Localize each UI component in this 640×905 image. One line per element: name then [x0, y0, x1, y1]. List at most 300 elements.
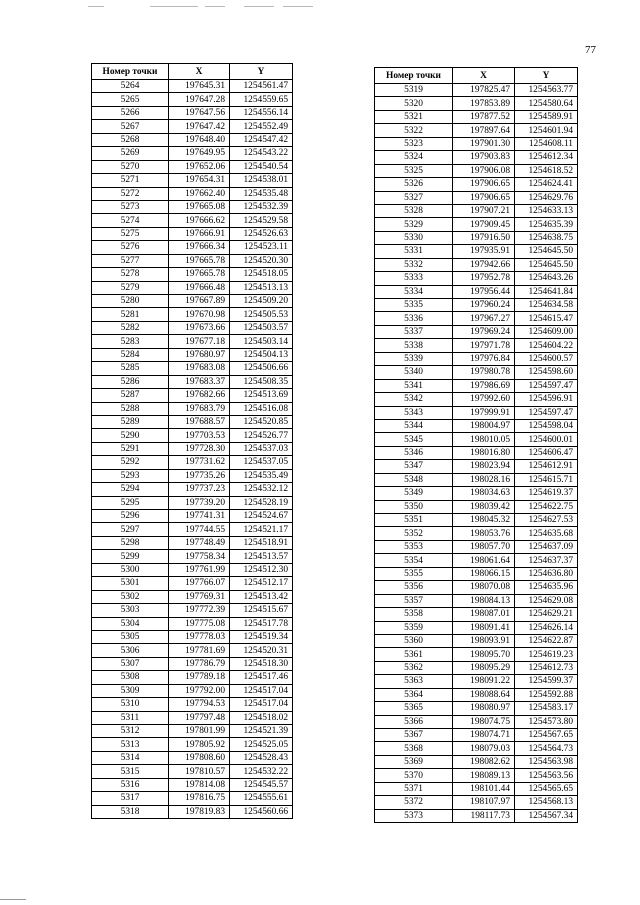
cell-y: 1254521.39	[230, 725, 293, 738]
table-row	[375, 84, 578, 97]
table-row	[92, 80, 293, 93]
column-header-x: X	[169, 64, 230, 80]
cell-x: 198010.05	[453, 433, 515, 446]
cell-point-number: 5277	[92, 254, 169, 267]
table-row	[92, 456, 293, 469]
cell-point-number: 5353	[375, 540, 453, 553]
cell-point-number: 5303	[92, 604, 169, 617]
table-row	[375, 648, 578, 661]
table-row	[92, 429, 293, 442]
cell-point-number: 5330	[375, 231, 453, 244]
cell-point-number: 5286	[92, 375, 169, 388]
cell-point-number: 5278	[92, 268, 169, 281]
cell-y: 1254523.11	[230, 241, 293, 254]
cell-point-number: 5308	[92, 671, 169, 684]
cell-y: 1254615.47	[515, 312, 578, 325]
cell-x: 197967.27	[453, 312, 515, 325]
table-row	[375, 581, 578, 594]
cell-point-number: 5367	[375, 729, 453, 742]
cell-y: 1254604.22	[515, 339, 578, 352]
cell-x: 197739.20	[169, 496, 230, 509]
cell-point-number: 5355	[375, 567, 453, 580]
table-row	[375, 245, 578, 258]
table-row	[92, 671, 293, 684]
cell-x: 198117.73	[453, 809, 515, 822]
cell-x: 197666.91	[169, 227, 230, 240]
table-row	[375, 218, 578, 231]
table-row	[375, 204, 578, 217]
cell-x: 197772.39	[169, 604, 230, 617]
cell-y: 1254643.26	[515, 272, 578, 285]
cell-point-number: 5357	[375, 594, 453, 607]
cell-x: 198095.70	[453, 648, 515, 661]
cell-x: 198053.76	[453, 527, 515, 540]
cell-x: 197741.31	[169, 510, 230, 523]
cell-point-number: 5363	[375, 675, 453, 688]
cell-point-number: 5362	[375, 661, 453, 674]
column-header-point: Номер точки	[375, 68, 453, 84]
cell-x: 197647.56	[169, 106, 230, 119]
cell-point-number: 5320	[375, 97, 453, 110]
cell-point-number: 5319	[375, 84, 453, 97]
cell-x: 198004.97	[453, 419, 515, 432]
cell-y: 1254555.61	[230, 792, 293, 805]
cell-y: 1254503.14	[230, 335, 293, 348]
cell-point-number: 5329	[375, 218, 453, 231]
cell-point-number: 5343	[375, 406, 453, 419]
cell-x: 197794.53	[169, 698, 230, 711]
table-row	[92, 630, 293, 643]
cell-y: 1254532.12	[230, 483, 293, 496]
cell-y: 1254513.13	[230, 281, 293, 294]
table-row	[375, 258, 578, 271]
cell-y: 1254506.66	[230, 362, 293, 375]
cell-y: 1254601.94	[515, 124, 578, 137]
table-row	[375, 446, 578, 459]
cell-y: 1254615.71	[515, 473, 578, 486]
table-row	[92, 510, 293, 523]
cell-y: 1254573.80	[515, 715, 578, 728]
cell-y: 1254517.04	[230, 684, 293, 697]
table-row	[375, 540, 578, 553]
table-row	[92, 321, 293, 334]
table-row	[375, 809, 578, 822]
cell-y: 1254517.78	[230, 617, 293, 630]
cell-x: 197792.00	[169, 684, 230, 697]
cell-x: 197667.89	[169, 295, 230, 308]
cell-y: 1254537.03	[230, 442, 293, 455]
cell-y: 1254597.47	[515, 406, 578, 419]
cell-x: 198089.13	[453, 769, 515, 782]
cell-point-number: 5351	[375, 514, 453, 527]
table-row	[375, 554, 578, 567]
cell-y: 1254622.87	[515, 634, 578, 647]
cell-x: 197728.30	[169, 442, 230, 455]
cell-x: 197769.31	[169, 590, 230, 603]
cell-y: 1254517.04	[230, 698, 293, 711]
cell-point-number: 5354	[375, 554, 453, 567]
scan-artifact-line	[88, 6, 104, 7]
cell-y: 1254537.05	[230, 456, 293, 469]
table-row	[375, 299, 578, 312]
table-row	[375, 366, 578, 379]
table-row	[375, 755, 578, 768]
cell-y: 1254512.30	[230, 563, 293, 576]
cell-y: 1254535.49	[230, 469, 293, 482]
cell-x: 198107.97	[453, 796, 515, 809]
cell-point-number: 5359	[375, 621, 453, 634]
cell-x: 197999.91	[453, 406, 515, 419]
cell-point-number: 5276	[92, 241, 169, 254]
cell-point-number: 5270	[92, 160, 169, 173]
cell-y: 1254518.91	[230, 536, 293, 549]
cell-point-number: 5338	[375, 339, 453, 352]
cell-point-number: 5344	[375, 419, 453, 432]
table-row	[92, 227, 293, 240]
cell-point-number: 5305	[92, 630, 169, 643]
cell-x: 197814.08	[169, 778, 230, 791]
table-row	[92, 442, 293, 455]
cell-point-number: 5313	[92, 738, 169, 751]
table-row	[375, 594, 578, 607]
cell-y: 1254592.88	[515, 688, 578, 701]
cell-point-number: 5274	[92, 214, 169, 227]
cell-x: 197683.37	[169, 375, 230, 388]
table-row	[92, 389, 293, 402]
cell-point-number: 5296	[92, 510, 169, 523]
cell-x: 198034.63	[453, 487, 515, 500]
cell-y: 1254624.41	[515, 178, 578, 191]
cell-x: 197916.50	[453, 231, 515, 244]
cell-point-number: 5317	[92, 792, 169, 805]
cell-point-number: 5333	[375, 272, 453, 285]
cell-point-number: 5295	[92, 496, 169, 509]
cell-x: 197969.24	[453, 325, 515, 338]
cell-point-number: 5361	[375, 648, 453, 661]
cell-point-number: 5264	[92, 80, 169, 93]
cell-y: 1254503.57	[230, 321, 293, 334]
table-row	[375, 312, 578, 325]
cell-x: 197688.57	[169, 415, 230, 428]
cell-y: 1254609.00	[515, 325, 578, 338]
cell-x: 197778.03	[169, 630, 230, 643]
cell-x: 198095.29	[453, 661, 515, 674]
cell-x: 197744.55	[169, 523, 230, 536]
table-row	[92, 778, 293, 791]
cell-y: 1254580.64	[515, 97, 578, 110]
table-row	[375, 325, 578, 338]
table-row	[375, 702, 578, 715]
column-header-y: Y	[230, 64, 293, 80]
table-row	[375, 473, 578, 486]
cell-x: 197666.62	[169, 214, 230, 227]
cell-y: 1254600.57	[515, 352, 578, 365]
cell-point-number: 5360	[375, 634, 453, 647]
cell-point-number: 5290	[92, 429, 169, 442]
cell-point-number: 5322	[375, 124, 453, 137]
cell-point-number: 5301	[92, 577, 169, 590]
cell-point-number: 5373	[375, 809, 453, 822]
cell-y: 1254645.50	[515, 245, 578, 258]
cell-y: 1254519.34	[230, 630, 293, 643]
table-row	[92, 577, 293, 590]
cell-point-number: 5268	[92, 133, 169, 146]
cell-y: 1254524.67	[230, 510, 293, 523]
table-row	[92, 308, 293, 321]
table-row	[375, 285, 578, 298]
cell-x: 197677.18	[169, 335, 230, 348]
table-row	[92, 483, 293, 496]
cell-y: 1254598.60	[515, 366, 578, 379]
cell-y: 1254598.04	[515, 419, 578, 432]
cell-x: 197808.60	[169, 751, 230, 764]
cell-y: 1254629.76	[515, 191, 578, 204]
table-row	[92, 604, 293, 617]
cell-x: 197786.79	[169, 657, 230, 670]
table-row	[375, 796, 578, 809]
scan-artifact-line	[0, 899, 26, 900]
table-row	[375, 406, 578, 419]
cell-y: 1254552.49	[230, 120, 293, 133]
cell-x: 197735.26	[169, 469, 230, 482]
cell-point-number: 5321	[375, 110, 453, 123]
cell-y: 1254627.53	[515, 514, 578, 527]
table-row	[375, 527, 578, 540]
cell-y: 1254526.77	[230, 429, 293, 442]
cell-point-number: 5311	[92, 711, 169, 724]
table-row	[92, 469, 293, 482]
cell-y: 1254600.01	[515, 433, 578, 446]
cell-point-number: 5331	[375, 245, 453, 258]
cell-x: 197909.45	[453, 218, 515, 231]
cell-y: 1254529.58	[230, 214, 293, 227]
cell-point-number: 5300	[92, 563, 169, 576]
table-row	[92, 362, 293, 375]
table-row	[375, 419, 578, 432]
cell-x: 197758.34	[169, 550, 230, 563]
table-row	[375, 769, 578, 782]
table-header-row	[92, 64, 293, 80]
cell-x: 198023.94	[453, 460, 515, 473]
cell-x: 198084.13	[453, 594, 515, 607]
cell-y: 1254634.58	[515, 299, 578, 312]
table-row	[375, 634, 578, 647]
cell-y: 1254513.57	[230, 550, 293, 563]
table-row	[92, 106, 293, 119]
cell-y: 1254612.91	[515, 460, 578, 473]
column-header-point: Номер точки	[92, 64, 169, 80]
cell-point-number: 5328	[375, 204, 453, 217]
table-row	[92, 200, 293, 213]
table-row	[375, 567, 578, 580]
table-row	[375, 621, 578, 634]
cell-x: 197645.31	[169, 80, 230, 93]
table-row	[375, 460, 578, 473]
cell-x: 197952.78	[453, 272, 515, 285]
table-row	[92, 738, 293, 751]
cell-x: 198061.64	[453, 554, 515, 567]
cell-x: 198088.64	[453, 688, 515, 701]
table-row	[375, 715, 578, 728]
cell-point-number: 5288	[92, 402, 169, 415]
cell-y: 1254505.53	[230, 308, 293, 321]
cell-x: 197682.66	[169, 389, 230, 402]
cell-y: 1254596.91	[515, 393, 578, 406]
cell-y: 1254521.17	[230, 523, 293, 536]
table-row	[92, 751, 293, 764]
cell-x: 197648.40	[169, 133, 230, 146]
cell-y: 1254563.56	[515, 769, 578, 782]
table-row	[92, 375, 293, 388]
coordinates-table-right	[374, 67, 578, 823]
cell-x: 197647.42	[169, 120, 230, 133]
cell-point-number: 5291	[92, 442, 169, 455]
cell-x: 197980.78	[453, 366, 515, 379]
cell-x: 197816.75	[169, 792, 230, 805]
cell-y: 1254516.08	[230, 402, 293, 415]
cell-y: 1254589.91	[515, 110, 578, 123]
table-row	[375, 191, 578, 204]
table-row	[92, 281, 293, 294]
cell-x: 197903.83	[453, 151, 515, 164]
cell-point-number: 5309	[92, 684, 169, 697]
cell-point-number: 5325	[375, 164, 453, 177]
table-row	[92, 187, 293, 200]
cell-y: 1254563.77	[515, 84, 578, 97]
cell-y: 1254567.34	[515, 809, 578, 822]
table-row	[92, 725, 293, 738]
cell-y: 1254612.34	[515, 151, 578, 164]
cell-x: 197666.48	[169, 281, 230, 294]
cell-point-number: 5280	[92, 295, 169, 308]
cell-x: 197907.21	[453, 204, 515, 217]
cell-x: 197956.44	[453, 285, 515, 298]
table-row	[92, 241, 293, 254]
cell-point-number: 5371	[375, 782, 453, 795]
cell-x: 197853.89	[453, 97, 515, 110]
cell-y: 1254513.69	[230, 389, 293, 402]
page-number: 77	[585, 44, 596, 56]
cell-y: 1254518.02	[230, 711, 293, 724]
cell-point-number: 5335	[375, 299, 453, 312]
cell-point-number: 5356	[375, 581, 453, 594]
cell-y: 1254599.37	[515, 675, 578, 688]
cell-point-number: 5266	[92, 106, 169, 119]
cell-x: 197652.06	[169, 160, 230, 173]
cell-point-number: 5352	[375, 527, 453, 540]
cell-x: 198039.42	[453, 500, 515, 513]
cell-y: 1254528.43	[230, 751, 293, 764]
cell-point-number: 5282	[92, 321, 169, 334]
cell-y: 1254637.37	[515, 554, 578, 567]
table-row	[92, 711, 293, 724]
cell-x: 197992.60	[453, 393, 515, 406]
cell-point-number: 5340	[375, 366, 453, 379]
cell-x: 198066.15	[453, 567, 515, 580]
table-row	[375, 742, 578, 755]
cell-point-number: 5369	[375, 755, 453, 768]
cell-x: 198016.80	[453, 446, 515, 459]
cell-y: 1254518.05	[230, 268, 293, 281]
cell-y: 1254547.42	[230, 133, 293, 146]
cell-x: 197737.23	[169, 483, 230, 496]
cell-x: 197976.84	[453, 352, 515, 365]
cell-point-number: 5273	[92, 200, 169, 213]
cell-point-number: 5336	[375, 312, 453, 325]
cell-x: 198080.97	[453, 702, 515, 715]
table-row	[92, 805, 293, 818]
cell-point-number: 5272	[92, 187, 169, 200]
cell-point-number: 5370	[375, 769, 453, 782]
cell-point-number: 5323	[375, 137, 453, 150]
cell-y: 1254504.13	[230, 348, 293, 361]
table-row	[375, 137, 578, 150]
table-row	[92, 496, 293, 509]
table-row	[375, 729, 578, 742]
cell-point-number: 5364	[375, 688, 453, 701]
cell-x: 197666.34	[169, 241, 230, 254]
scan-artifact-line	[150, 6, 198, 7]
cell-x: 197662.40	[169, 187, 230, 200]
table-row	[375, 514, 578, 527]
cell-point-number: 5318	[92, 805, 169, 818]
cell-x: 197703.53	[169, 429, 230, 442]
table-row	[375, 272, 578, 285]
table-row	[92, 617, 293, 630]
cell-x: 197805.92	[169, 738, 230, 751]
cell-y: 1254633.13	[515, 204, 578, 217]
table-row	[375, 500, 578, 513]
cell-point-number: 5283	[92, 335, 169, 348]
cell-y: 1254512.17	[230, 577, 293, 590]
cell-point-number: 5302	[92, 590, 169, 603]
cell-y: 1254564.73	[515, 742, 578, 755]
cell-y: 1254606.47	[515, 446, 578, 459]
cell-y: 1254597.47	[515, 379, 578, 392]
cell-x: 198091.22	[453, 675, 515, 688]
table-row	[92, 147, 293, 160]
table-row	[375, 178, 578, 191]
cell-x: 197649.95	[169, 147, 230, 160]
cell-y: 1254626.14	[515, 621, 578, 634]
cell-y: 1254583.17	[515, 702, 578, 715]
cell-point-number: 5275	[92, 227, 169, 240]
table-row	[375, 379, 578, 392]
column-header-y: Y	[515, 68, 578, 84]
table-row	[92, 657, 293, 670]
cell-x: 197825.47	[453, 84, 515, 97]
cell-y: 1254520.30	[230, 254, 293, 267]
table-row	[375, 124, 578, 137]
cell-y: 1254540.54	[230, 160, 293, 173]
cell-point-number: 5326	[375, 178, 453, 191]
cell-y: 1254520.31	[230, 644, 293, 657]
cell-x: 197906.65	[453, 178, 515, 191]
cell-point-number: 5316	[92, 778, 169, 791]
cell-y: 1254545.57	[230, 778, 293, 791]
cell-x: 198074.75	[453, 715, 515, 728]
cell-point-number: 5271	[92, 174, 169, 187]
cell-x: 197670.98	[169, 308, 230, 321]
cell-point-number: 5269	[92, 147, 169, 160]
cell-y: 1254560.66	[230, 805, 293, 818]
table-row	[92, 684, 293, 697]
cell-point-number: 5281	[92, 308, 169, 321]
cell-y: 1254532.22	[230, 765, 293, 778]
cell-y: 1254563.98	[515, 755, 578, 768]
cell-y: 1254532.39	[230, 200, 293, 213]
column-header-x: X	[453, 68, 515, 84]
